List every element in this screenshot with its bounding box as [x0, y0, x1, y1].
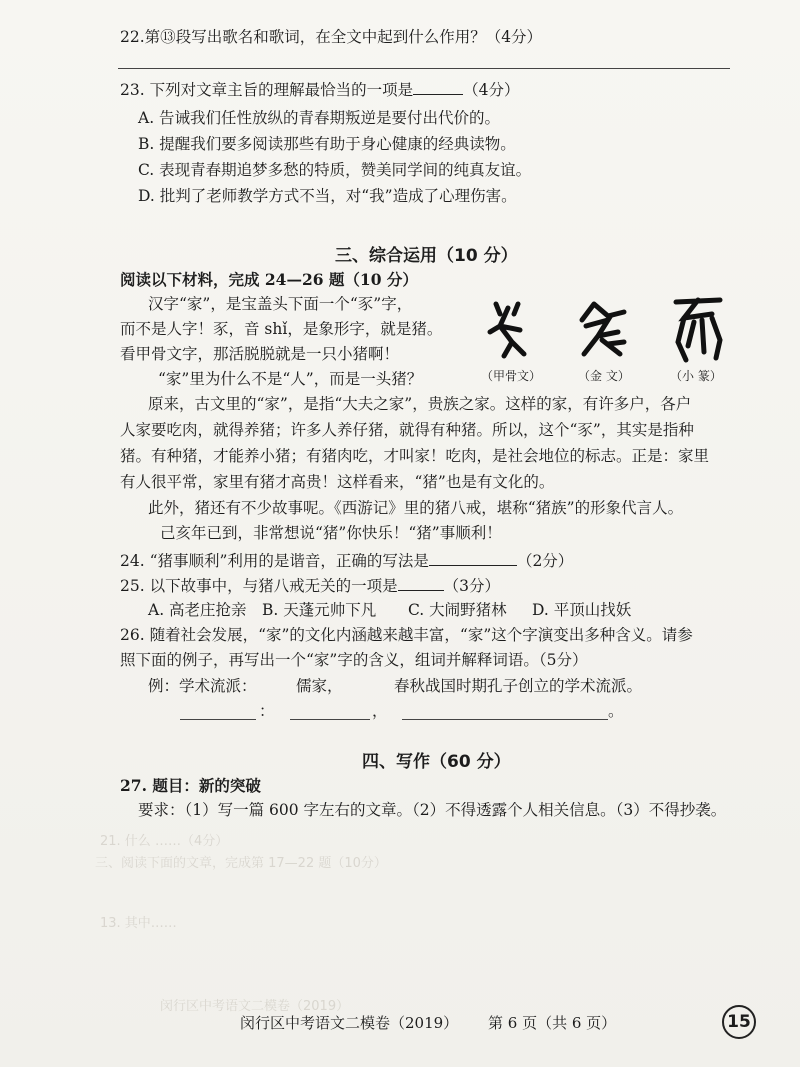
- q26-answer-blank-meaning[interactable]: [180, 719, 256, 720]
- q25-option-c: C. 大闹野猪林: [408, 601, 507, 619]
- glyph-caption-oracle: （甲骨文）: [481, 369, 542, 383]
- material-line: 汉字“家”，是宝盖头下面一个“豕”字，: [148, 295, 413, 313]
- material-line: 而不是人字！豕，音 shǐ，是象形字，就是猪。: [120, 320, 443, 338]
- q26-answer-blank-word[interactable]: [290, 719, 370, 720]
- question-26-line2: 照下面的例子，再写出一个“家”字的含义，组词并解释词语。（5分）: [120, 651, 588, 669]
- oracle-bone-jia-glyph: [478, 296, 544, 362]
- footer-page-number: 第 6 页（共 6 页）: [488, 1014, 617, 1032]
- material-line: “家”里为什么不是“人”，而是一头猪？: [158, 370, 423, 388]
- answer-line: [118, 68, 730, 69]
- question-27-requirements: 要求：（1）写一篇 600 字左右的文章。（2）不得透露个人相关信息。（3）不得抄袭。: [138, 801, 727, 819]
- q23-option-b: B. 提醒我们要多阅读那些有助于身心健康的经典读物。: [138, 135, 516, 153]
- material-line: 看甲骨文字，那活脱脱就是一只小猪啊！: [120, 345, 400, 363]
- material-line: 己亥年已到，非常想说“猪”你快乐！“猪”事顺利！: [160, 524, 502, 542]
- material-line: 人家要吃肉，就得养猪；许多人养仔猪，就得有种猪。所以，这个“豕”，其实是指种: [120, 421, 694, 439]
- question-24: 24. “猪事顺利”利用的是谐音，正确的写法是 （2分）: [120, 552, 574, 570]
- bronze-jia-glyph: [568, 296, 638, 366]
- question-22: 22.第⑬段写出歌名和歌词，在全文中起到什么作用？（4分）: [120, 28, 543, 46]
- q26-period: 。: [608, 702, 624, 720]
- question-26-line1: 26. 随着社会发展，“家”的文化内涵越来越丰富，“家”这个字演变出多种含义。请参: [120, 626, 693, 644]
- q26-comma: ，: [372, 702, 388, 720]
- material-line: 猪。有种猪，才能养小猪；有猪肉吃，才叫家！吃肉，是社会地位的标志。正是：家里: [120, 447, 710, 465]
- material-line: 原来，古文里的“家”，是指“大夫之家”，贵族之家。这样的家，有许多户，各户: [148, 395, 692, 413]
- q26-colon: ：: [259, 702, 275, 720]
- q25-option-d: D. 平顶山找妖: [532, 601, 632, 619]
- glyph-caption-seal: （小 篆）: [670, 369, 722, 383]
- bleed-through-text: 三、阅读下面的文章，完成第 17—22 题（10分）: [95, 856, 387, 871]
- q26-example-word: 儒家，: [296, 677, 343, 695]
- q23-option-d: D. 批判了老师教学方式不当，对“我”造成了心理伤害。: [138, 187, 517, 205]
- material-line: 有人很平常，家里有猪才高贵！这样看来，“猪”也是有文化的。: [120, 473, 555, 491]
- section-3-instruction: 阅读以下材料，完成 24—26 题（10 分）: [120, 270, 418, 289]
- q26-example-explain: 春秋战国时期孔子创立的学术流派。: [394, 677, 643, 695]
- footer-exam-name: 闵行区中考语文二模卷（2019）: [240, 1014, 459, 1032]
- bleed-through-text: 闵行区中考语文二模卷（2019）: [160, 999, 350, 1014]
- q25-option-a: A. 高老庄抢亲: [148, 601, 247, 619]
- glyph-caption-bronze: （金 文）: [578, 369, 630, 383]
- section-4-heading: 四、写作（60 分）: [362, 752, 511, 772]
- bleed-through-text: 21. 什么 ……（4分）: [100, 834, 229, 849]
- bleed-through-text: 13. 其中……: [100, 916, 177, 931]
- page-badge: 15: [722, 1005, 756, 1039]
- small-seal-jia-glyph: [658, 292, 736, 364]
- question-25: 25. 以下故事中，与猪八戒无关的一项是 （3分）: [120, 577, 500, 595]
- q26-answer-blank-explain[interactable]: [402, 719, 608, 720]
- material-line: 此外，猪还有不少故事呢。《西游记》里的猪八戒，堪称“猪族”的形象代言人。: [148, 499, 684, 517]
- q23-option-a: A. 告诫我们任性放纵的青春期叛逆是要付出代价的。: [138, 109, 501, 127]
- question-23: 23. 下列对文章主旨的理解最恰当的一项是 （4分）: [120, 81, 520, 99]
- q23-option-c: C. 表现青春期追梦多愁的特质，赞美同学间的纯真友谊。: [138, 161, 532, 179]
- q26-example-label: 例：学术流派：: [148, 677, 257, 695]
- section-3-heading: 三、综合运用（10 分）: [335, 246, 518, 266]
- q25-option-b: B. 天蓬元帅下凡: [262, 601, 377, 619]
- question-27-title: 27. 题目：新的突破: [120, 776, 261, 795]
